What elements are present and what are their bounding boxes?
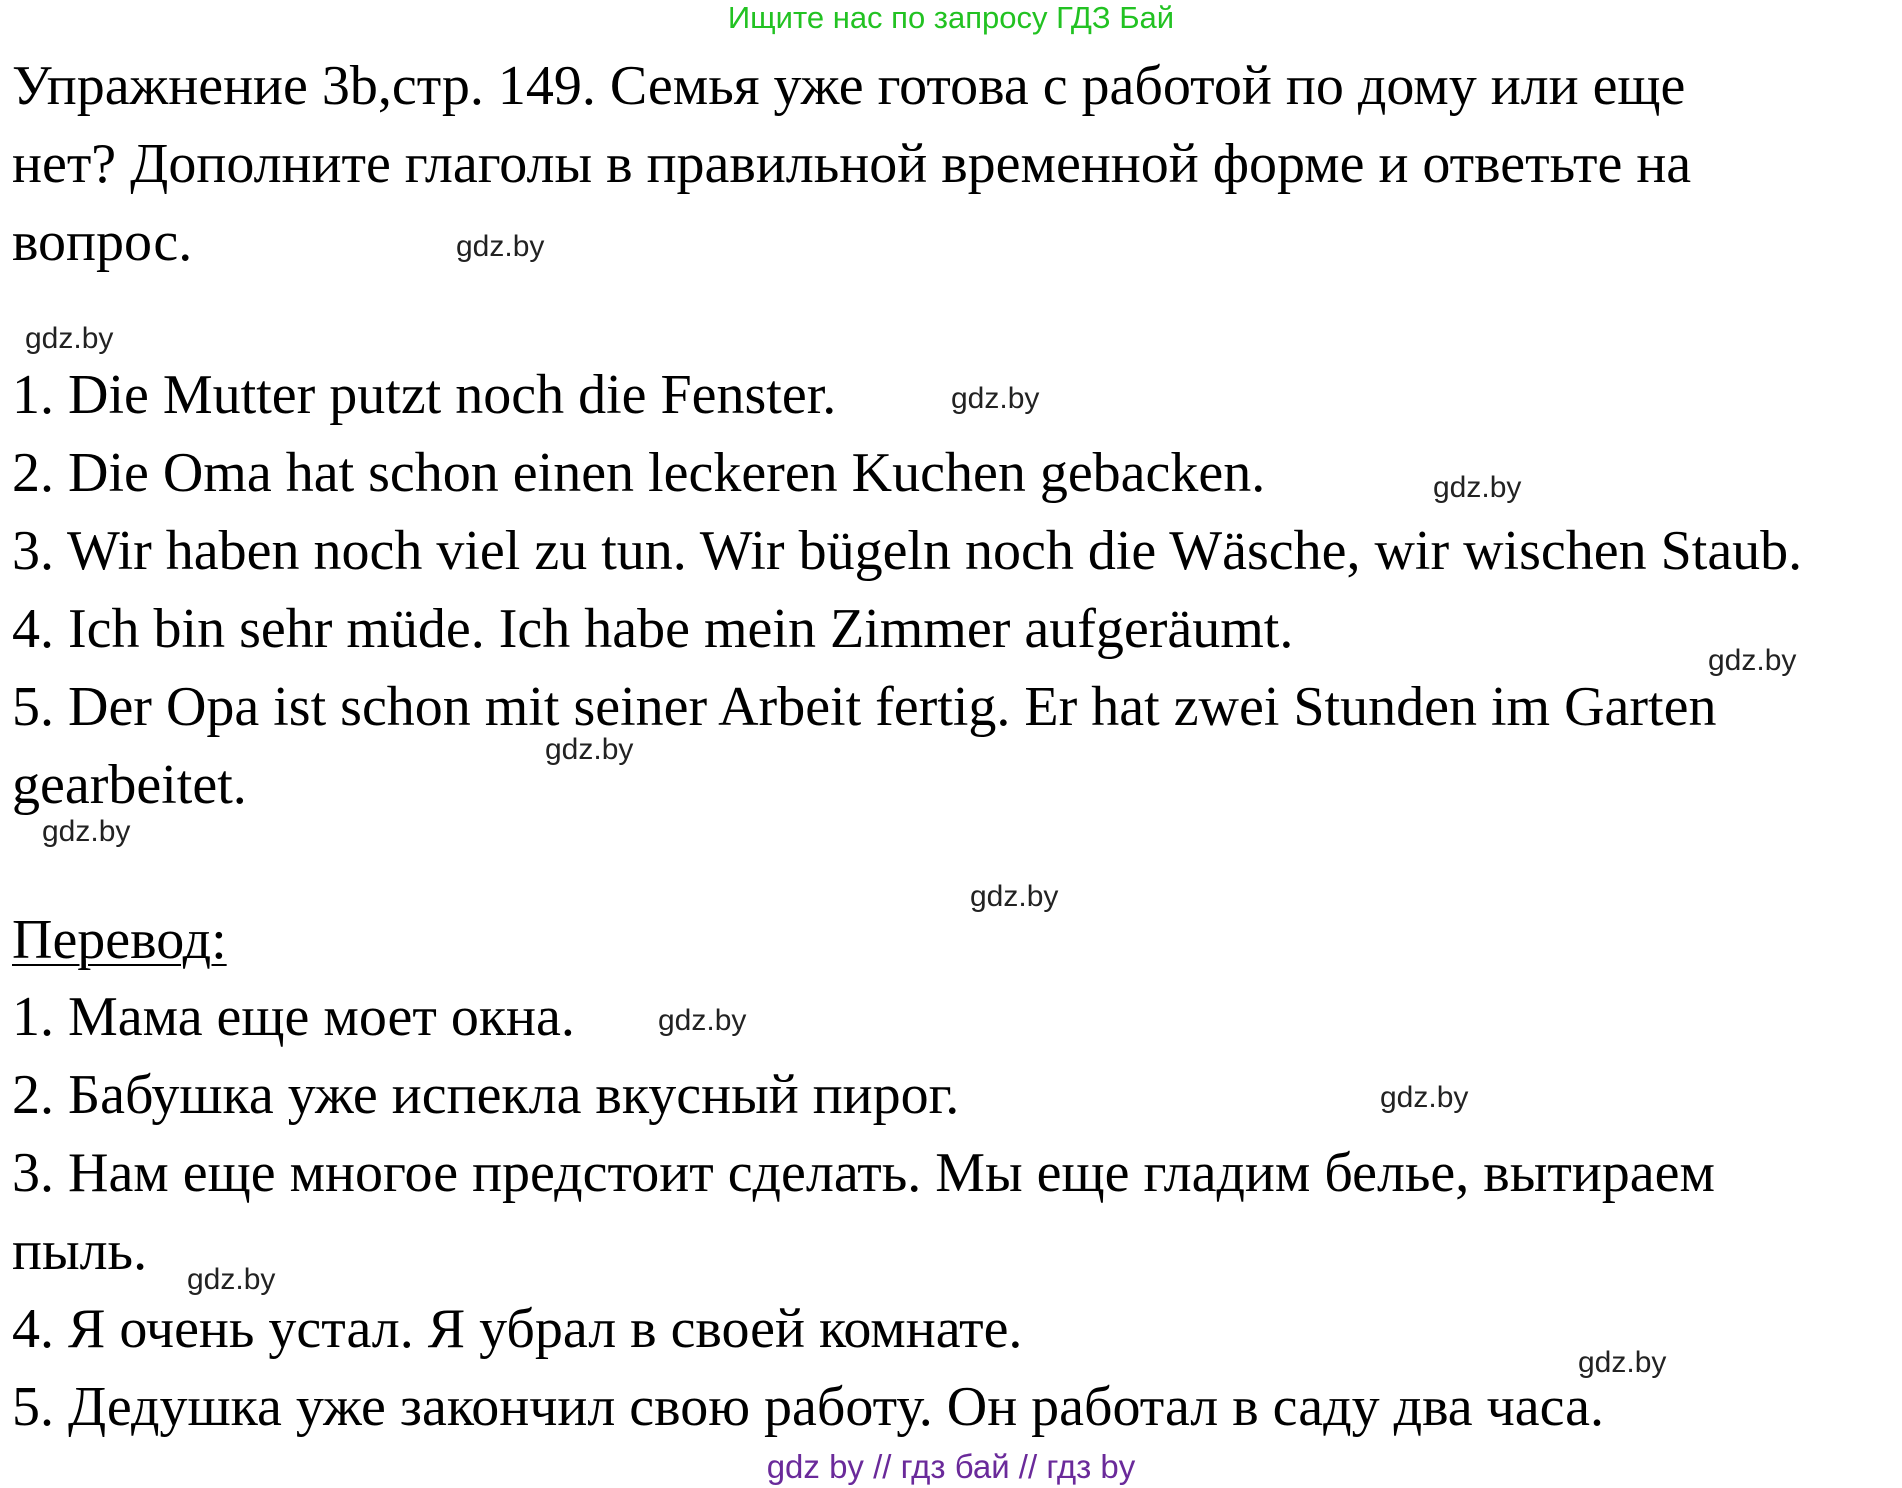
answer-line-5: 5. Der Opa ist schon mit seiner Arbeit fertig. Er hat zwei Stunden im Garten [12, 676, 1717, 738]
translation-heading: Перевод: [12, 909, 227, 971]
watermark: gdz.by [970, 880, 1059, 913]
watermark: gdz.by [658, 1004, 747, 1037]
translation-line-2: 2. Бабушка уже испекла вкусный пирог. [12, 1064, 960, 1126]
watermark: gdz.by [1433, 471, 1522, 504]
watermark: gdz.by [456, 230, 545, 263]
translation-line-1: 1. Мама еще моет окна. [12, 986, 575, 1048]
watermark: gdz.by [545, 733, 634, 766]
task-line-1: Упражнение 3b,стр. 149. Семья уже готова с работой по дому или еще [12, 55, 1686, 117]
translation-line-5: 4. Я очень устал. Я убрал в своей комнате. [12, 1298, 1023, 1360]
watermark: gdz.by [42, 815, 131, 848]
watermark: gdz.by [25, 322, 114, 355]
answer-line-3: 3. Wir haben noch viel zu tun. Wir bügeln noch die Wäsche, wir wischen Staub. [12, 520, 1803, 582]
translation-line-3: 3. Нам еще многое предстоит сделать. Мы еще гладим белье, вытираем [12, 1142, 1715, 1204]
answer-line-6: gearbeitet. [12, 754, 247, 816]
answer-line-1: 1. Die Mutter putzt noch die Fenster. [12, 364, 837, 426]
task-line-2: нет? Дополните глаголы в правильной временной форме и ответьте на [12, 133, 1692, 195]
task-line-3: вопрос. [12, 211, 193, 273]
translation-line-6: 5. Дедушка уже закончил свою работу. Он работал в саду два часа. [12, 1376, 1605, 1438]
answer-line-2: 2. Die Oma hat schon einen leckeren Kuchen gebacken. [12, 442, 1266, 504]
watermark: gdz.by [187, 1263, 276, 1296]
watermark: gdz.by [1578, 1346, 1667, 1379]
translation-line-4: пыль. [12, 1220, 148, 1282]
watermark: gdz.by [1380, 1081, 1469, 1114]
answer-line-4: 4. Ich bin sehr müde. Ich habe mein Zimmer aufgeräumt. [12, 598, 1294, 660]
watermark: gdz.by [951, 382, 1040, 415]
top-banner: Ищите нас по запросу ГДЗ Бай [727, 0, 1175, 35]
footer-watermark: gdz by // гдз бай // гдз by [766, 1448, 1136, 1485]
watermark: gdz.by [1708, 644, 1797, 677]
